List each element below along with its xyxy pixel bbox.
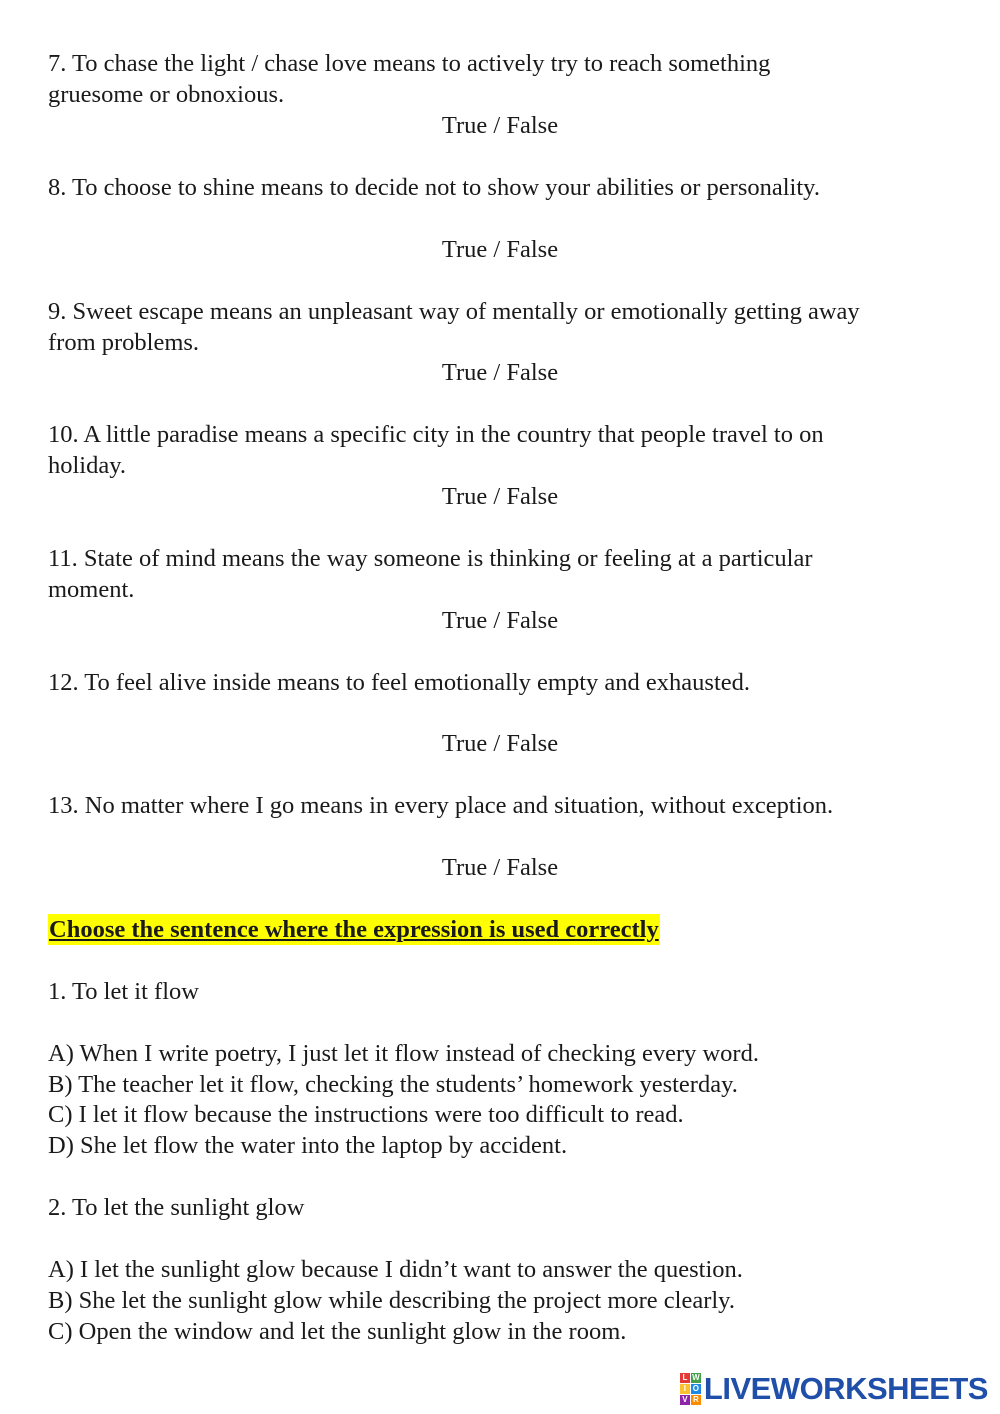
true-false-label[interactable]: True / False: [441, 730, 559, 757]
liveworksheets-logo: [680, 1372, 988, 1406]
question-text-line: 13. No matter where I go means in every place and situation, without exception.: [48, 792, 834, 819]
question-text-line: 7. To chase the light / chase love means to actively try to reach something: [48, 50, 771, 77]
answer-option[interactable]: B) The teacher let it flow, checking the students’ homework yesterday.: [48, 1071, 738, 1098]
true-false-label[interactable]: True / False: [441, 236, 559, 263]
logo-text: LIVEWORKSHEETS: [703, 1371, 988, 1406]
true-false-choice[interactable]: [0, 852, 1000, 883]
question-text-line: holiday.: [48, 452, 127, 479]
logo-mark-tile: I: [680, 1384, 690, 1394]
logo-mark-tile: O: [692, 1384, 700, 1393]
question-text-line: 10. A little paradise means a specific city in the country that people travel to on: [48, 421, 824, 448]
mc-question-title: 2. To let the sunlight glow: [48, 1194, 305, 1221]
question-text-line: gruesome or obnoxious.: [48, 81, 285, 108]
answer-option[interactable]: C) Open the window and let the sunlight glow in the room.: [48, 1318, 627, 1345]
true-false-label[interactable]: True / False: [441, 854, 559, 881]
question-text-line: moment.: [48, 576, 135, 603]
logo-mark-tile: W: [692, 1373, 700, 1382]
true-false-choice[interactable]: [0, 605, 1000, 636]
answer-option[interactable]: B) She let the sunlight glow while describing the project more clearly.: [48, 1287, 735, 1314]
true-false-choice[interactable]: [0, 110, 1000, 141]
logo-mark-tile: L: [680, 1373, 690, 1383]
question-text-line: from problems.: [48, 329, 200, 356]
question-text-line: 11. State of mind means the way someone is thinking or feeling at a particular: [48, 545, 813, 572]
logo-mark-icon: [680, 1373, 701, 1405]
true-false-choice[interactable]: [0, 234, 1000, 265]
true-false-label[interactable]: True / False: [441, 112, 559, 139]
true-false-label[interactable]: True / False: [441, 607, 559, 634]
true-false-label[interactable]: True / False: [441, 359, 559, 386]
true-false-label[interactable]: True / False: [441, 483, 559, 510]
logo-mark-tile: R: [691, 1395, 701, 1405]
logo-mark-tile: V: [680, 1395, 690, 1405]
question-text-line: 12. To feel alive inside means to feel emotionally empty and exhausted.: [48, 669, 751, 696]
answer-option[interactable]: A) When I write poetry, I just let it flow instead of checking every word.: [48, 1040, 759, 1067]
question-text-line: 9. Sweet escape means an unpleasant way of mentally or emotionally getting away: [48, 298, 860, 325]
true-false-choice[interactable]: [0, 481, 1000, 512]
true-false-choice[interactable]: [0, 728, 1000, 759]
answer-option[interactable]: C) I let it flow because the instructions were too difficult to read.: [48, 1101, 684, 1128]
mc-question-title: 1. To let it flow: [48, 978, 199, 1005]
true-false-choice[interactable]: [0, 357, 1000, 388]
answer-option[interactable]: A) I let the sunlight glow because I didn’t want to answer the question.: [48, 1256, 743, 1283]
section-heading: Choose the sentence where the expression is used correctly: [49, 916, 659, 943]
question-text-line: 8. To choose to shine means to decide not to show your abilities or personality.: [48, 174, 820, 201]
answer-option[interactable]: D) She let flow the water into the laptop by accident.: [48, 1132, 568, 1159]
